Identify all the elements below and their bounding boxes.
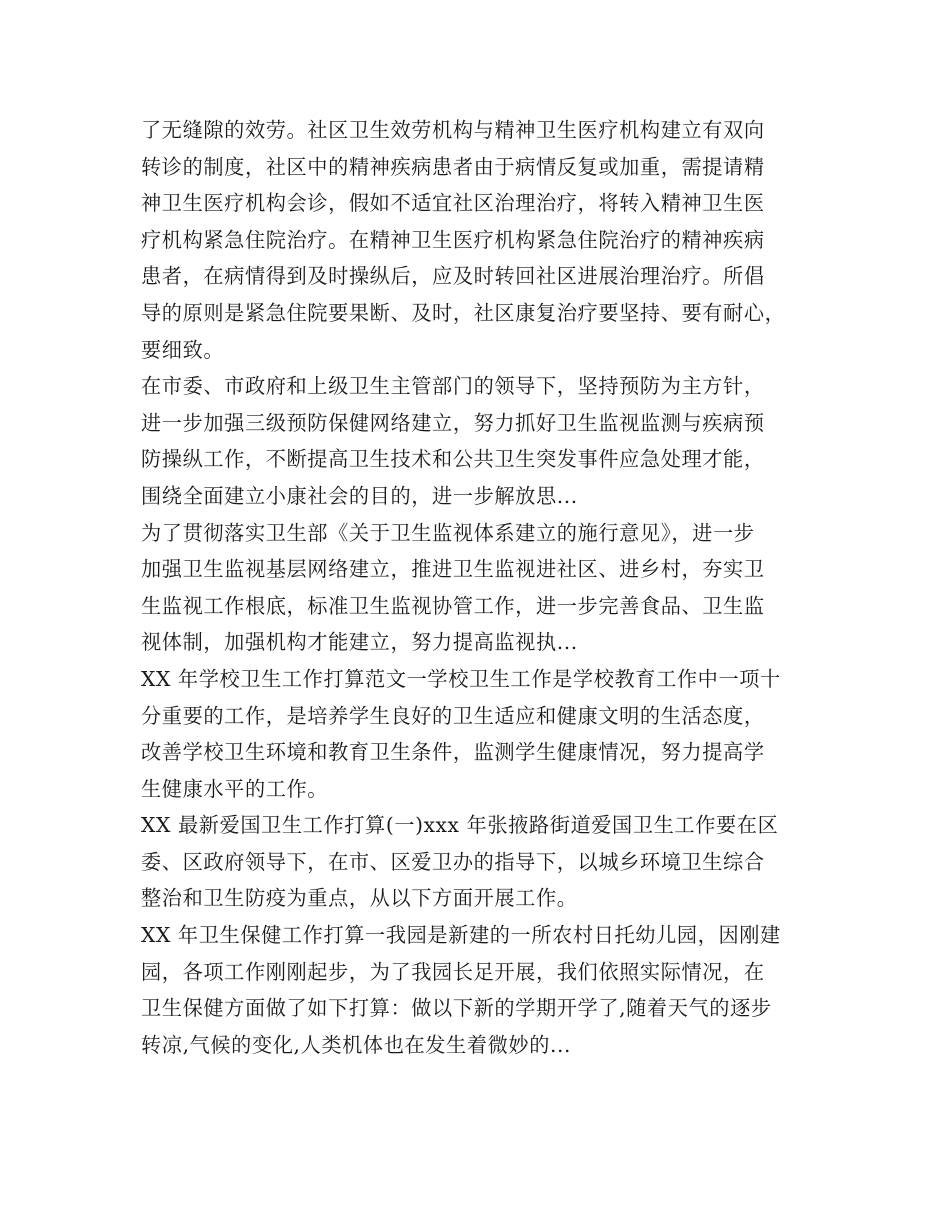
text-line: 要细致。 bbox=[141, 337, 225, 362]
text-line: XX 年学校卫生工作打算范文一学校卫生工作是学校教育工作中一项十 bbox=[141, 666, 781, 691]
text-line: 加强卫生监视基层网络建立，推进卫生监视进社区、进乡村，夯实卫 bbox=[141, 557, 765, 582]
text-line: XX 年卫生保健工作打算一我园是新建的一所农村日托幼儿园，因刚建 bbox=[141, 923, 781, 948]
text-line: 患者，在病情得到及时操纵后，应及时转回社区进展治理治疗。所倡 bbox=[141, 264, 765, 289]
text-line: 转凉,气候的变化,人类机体也在发生着微妙的... bbox=[141, 1032, 572, 1057]
text-line: 生健康水平的工作。 bbox=[141, 776, 329, 801]
text-line: 为了贯彻落实卫生部《关于卫生监视体系建立的施行意见》，进一步 bbox=[141, 520, 755, 545]
text-line: 疗机构紧急住院治疗。在精神卫生医疗机构紧急住院治疗的精神疾病 bbox=[141, 227, 765, 252]
text-line: 神卫生医疗机构会诊，假如不适宜社区治理治疗，将转入精神卫生医 bbox=[141, 191, 765, 216]
text-line: 整治和卫生防疫为重点，从以下方面开展工作。 bbox=[141, 886, 578, 911]
text-line: XX 最新爱国卫生工作打算(一)xxx 年张掖路街道爱国卫生工作要在区 bbox=[141, 813, 779, 838]
text-line: 防操纵工作，不断提高卫生技术和公共卫生突发事件应急处理才能， bbox=[141, 447, 765, 472]
text-line: 卫生保健方面做了如下打算：做以下新的学期开学了,随着天气的逐步 bbox=[141, 996, 772, 1021]
text-line: 委、区政府领导下，在市、区爱卫办的指导下，以城乡环境卫生综合 bbox=[141, 849, 765, 874]
text-line: 园，各项工作刚刚起步，为了我园长足开展，我们依照实际情况，在 bbox=[141, 959, 765, 984]
text-line: 改善学校卫生环境和教育卫生条件，监测学生健康情况，努力提高学 bbox=[141, 740, 765, 765]
text-line: 围绕全面建立小康社会的目的，进一步解放思... bbox=[141, 483, 578, 508]
text-line: 导的原则是紧急住院要果断、及时，社区康复治疗要坚持、要有耐心， bbox=[141, 300, 786, 325]
text-line: 分重要的工作，是培养学生良好的卫生适应和健康文明的生活态度， bbox=[141, 703, 765, 728]
document-body bbox=[141, 112, 831, 1063]
text-line: 了无缝隙的效劳。社区卫生效劳机构与精神卫生医疗机构建立有双向 bbox=[141, 118, 765, 142]
text-line: 视体制，加强机构才能建立，努力提高监视执... bbox=[141, 630, 578, 655]
text-line: 进一步加强三级预防保健网络建立，努力抓好卫生监视监测与疾病预 bbox=[141, 410, 765, 435]
text-line: 在市委、市政府和上级卫生主管部门的领导下，坚持预防为主方针， bbox=[141, 374, 765, 399]
text-line: 转诊的制度，社区中的精神疾病患者由于病情反复或加重，需提请精 bbox=[141, 154, 765, 179]
text-line: 生监视工作根底，标准卫生监视协管工作，进一步完善食品、卫生监 bbox=[141, 593, 765, 618]
